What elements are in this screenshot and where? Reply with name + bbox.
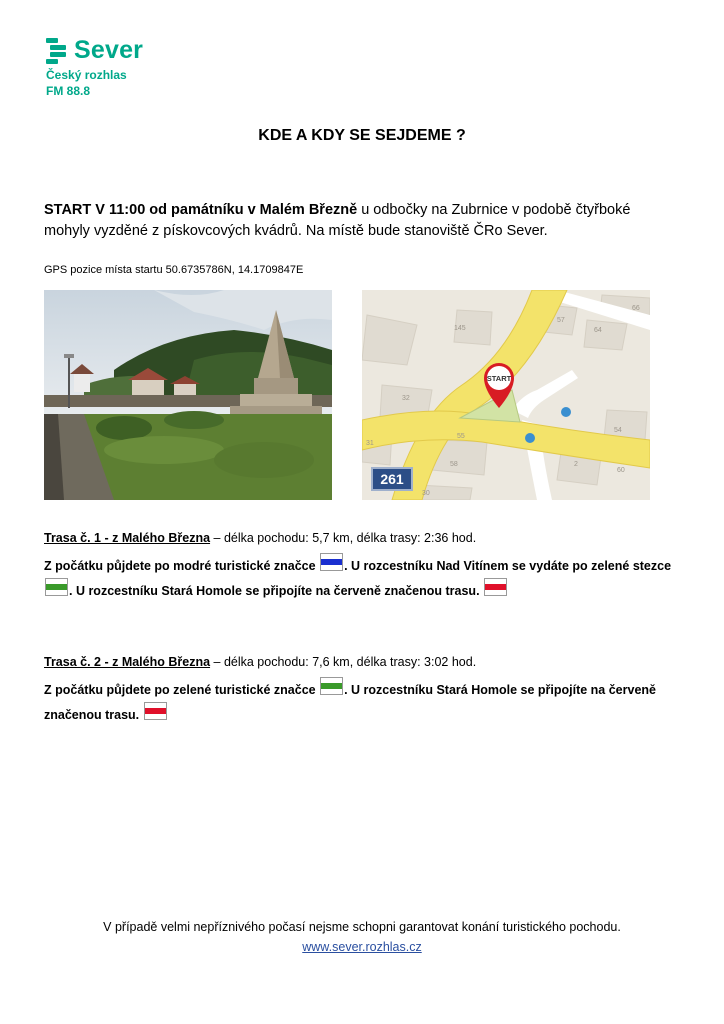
logo-mark-icon bbox=[46, 38, 68, 64]
footer-note: V případě velmi nepříznivého počasí nejsme schopni garantovat konání turistického pochodu. bbox=[103, 920, 621, 934]
route-2-name: Trasa č. 2 - z Malého Března bbox=[44, 655, 211, 669]
route-1-text: . U rozcestníku Nad Vitínem se vydáte po zelené stezce bbox=[344, 559, 672, 573]
route-2 bbox=[44, 652, 704, 727]
route-1-text: Z počátku půjdete po modré turistické značce bbox=[44, 559, 320, 573]
green-trail-mark-icon bbox=[320, 677, 343, 695]
house-number: 31 bbox=[366, 440, 374, 447]
route-2-text: . U rozcestníku Stará Homole se připojíte na červeně bbox=[344, 683, 656, 697]
house-number: 66 bbox=[632, 305, 640, 312]
red-trail-mark-icon bbox=[484, 578, 507, 596]
road-number-261: 261 bbox=[380, 471, 404, 487]
location-map bbox=[362, 290, 650, 500]
route-2-details: – délka pochodu: 7,6 km, délka trasy: 3:02 hod. bbox=[210, 655, 477, 669]
intro-paragraph bbox=[44, 200, 680, 242]
route-2-text: značenou trasu. bbox=[44, 708, 143, 722]
house-number: 2 bbox=[574, 461, 578, 468]
map-pin-label: START bbox=[486, 374, 512, 383]
intro-text: u odbočky na Zubrnice v podobě čtyřboké mohyly vyzděné z pískovcových kvádrů. Na místě bude stanoviště ČRo Sever. bbox=[44, 202, 631, 239]
house-number: 30 bbox=[422, 490, 430, 497]
logo-subtitle: Český rozhlas bbox=[46, 68, 127, 82]
gps-position: GPS pozice místa startu 50.6735786N, 14.1709847E bbox=[44, 264, 304, 276]
route-1 bbox=[44, 528, 704, 603]
route-2-text: Z počátku půjdete po zelené turistické značce bbox=[44, 683, 320, 697]
logo-name: Sever bbox=[74, 36, 144, 64]
blue-trail-mark-icon bbox=[320, 553, 343, 571]
house-number: 57 bbox=[557, 317, 565, 324]
logo-frequency: FM 88.8 bbox=[46, 84, 91, 98]
house-number: 145 bbox=[454, 325, 466, 332]
website-link[interactable]: www.sever.rozhlas.cz bbox=[302, 940, 422, 954]
green-trail-mark-icon bbox=[45, 578, 68, 596]
route-1-details: – délka pochodu: 5,7 km, délka trasy: 2:36 hod. bbox=[210, 531, 477, 545]
red-trail-mark-icon bbox=[144, 702, 167, 720]
house-number: 55 bbox=[457, 433, 465, 440]
house-number: 58 bbox=[450, 461, 458, 468]
monument-photo bbox=[44, 290, 332, 500]
route-1-name: Trasa č. 1 - z Malého Března bbox=[44, 531, 211, 545]
route-1-text: . U rozcestníku Stará Homole se připojíte na červeně značenou trasu. bbox=[69, 584, 484, 598]
intro-bold: START V 11:00 od památníku v Malém Březně bbox=[44, 202, 358, 218]
house-number: 54 bbox=[614, 427, 622, 434]
house-number: 32 bbox=[402, 395, 410, 402]
house-number: 64 bbox=[594, 327, 602, 334]
page-title: KDE A KDY SE SEJDEME ? bbox=[258, 127, 466, 144]
house-number: 60 bbox=[617, 467, 625, 474]
